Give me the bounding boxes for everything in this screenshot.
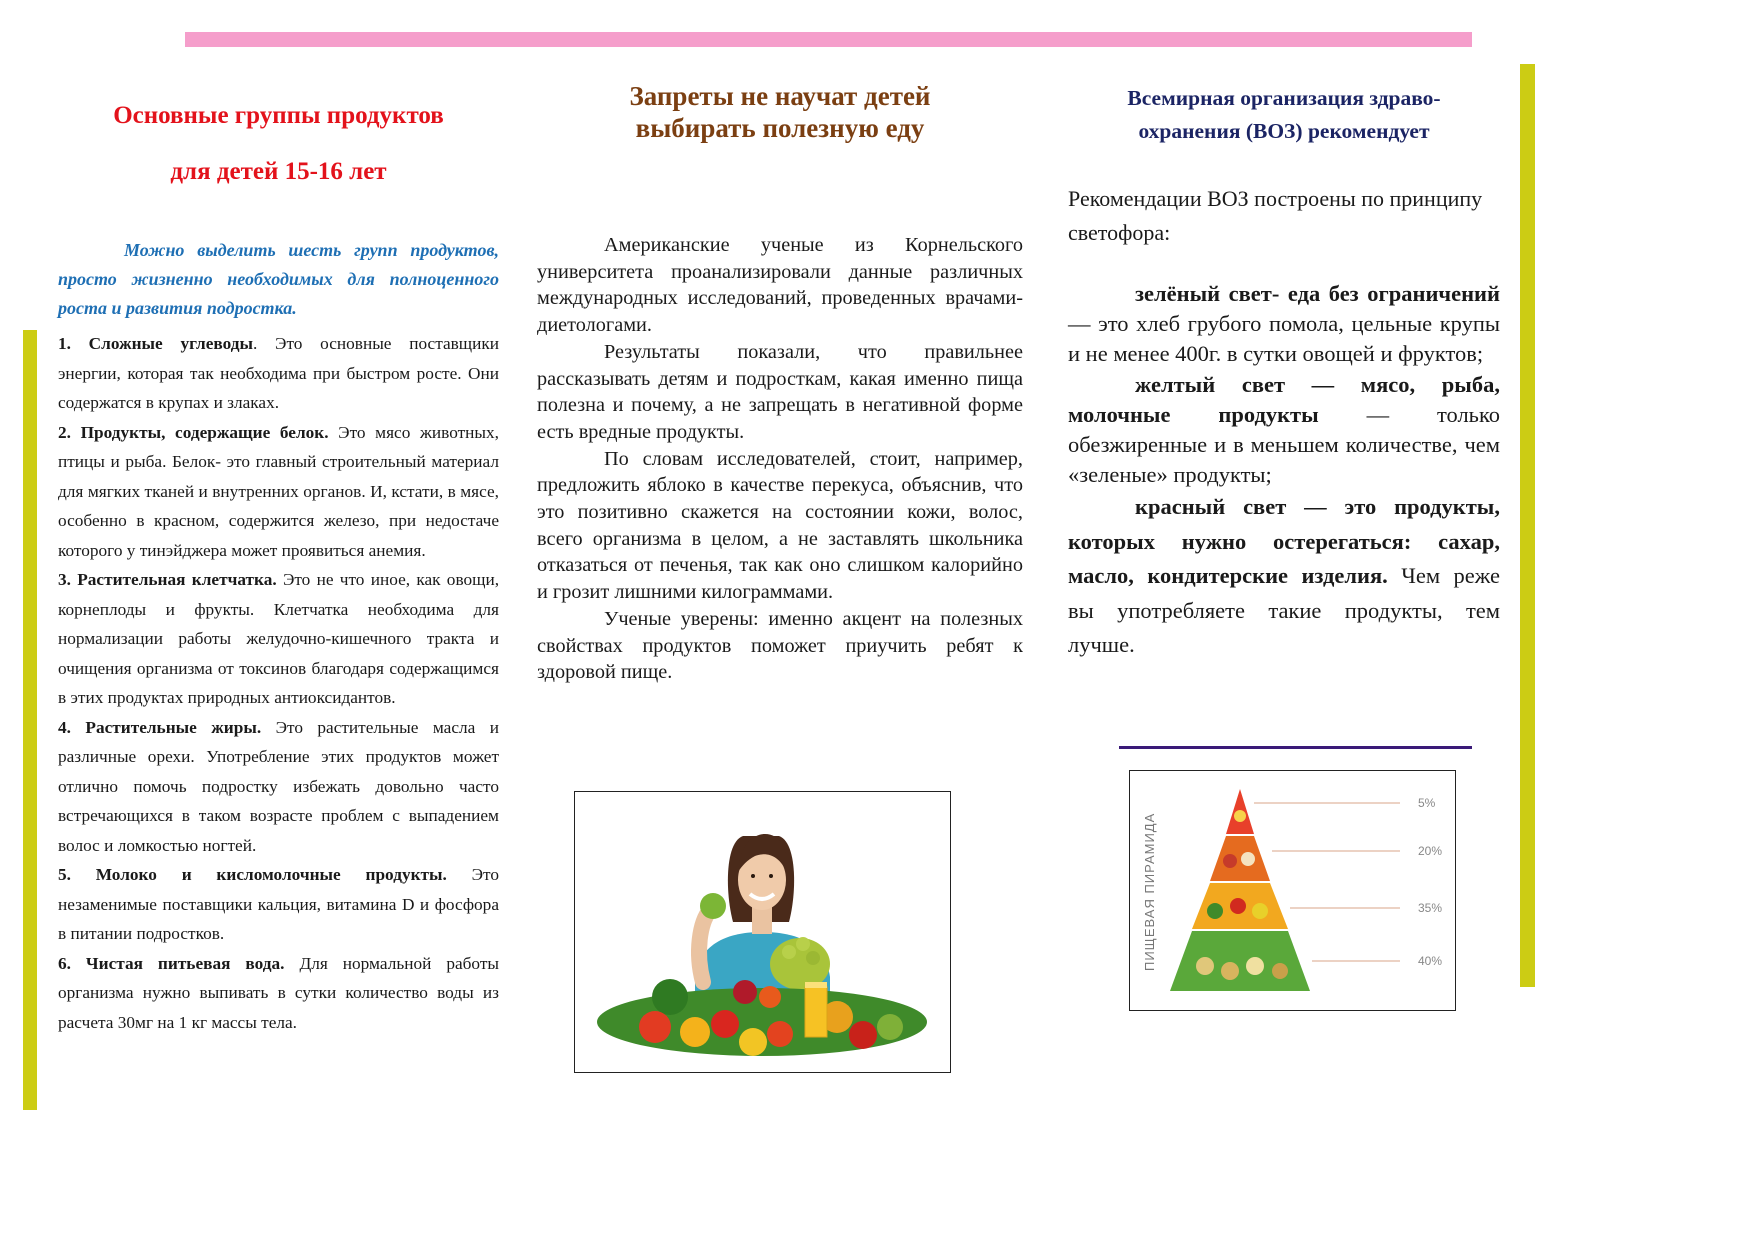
list-item xyxy=(58,329,499,418)
yellow-rule-text: — только обезжиренные и в меньшем количестве, чем «зеленые» продукты; xyxy=(1068,401,1500,488)
middle-title-line1: Запреты не научат детей xyxy=(629,81,931,111)
pyramid-percent-4: 40% xyxy=(1418,954,1443,968)
pyramid-percent-1: 5% xyxy=(1418,796,1436,810)
yellow-rule-heading: желтый свет — мясо, рыба, молочные продукты xyxy=(1068,371,1500,427)
paragraph: Результаты показали, что правильнее рассказывать детям и подросткам, какая именно пища полезна и почему, а не запрещать в негативной форме есть вредные продукты. xyxy=(537,340,1023,443)
item-heading: 2. Продукты, содержащие белок. xyxy=(58,422,329,442)
middle-title-line2: выбирать полезную еду xyxy=(635,113,925,143)
item-text: Для нормальной работы организма нужно выпивать в сутки количество воды из расчета 30мг на 1 кг массы тела. xyxy=(58,953,499,1032)
list-item xyxy=(58,565,499,713)
pyramid-percent-2: 20% xyxy=(1418,844,1443,858)
food-pyramid-image xyxy=(1129,770,1456,1011)
green-rule-heading: зелёный свет- еда без ограничений xyxy=(1135,281,1500,306)
left-olive-bar xyxy=(23,330,37,1110)
list-item xyxy=(58,949,499,1038)
right-title-line1: Всемирная организация здраво- xyxy=(1127,86,1441,110)
middle-title xyxy=(537,80,1023,144)
item-text: Это растительные масла и различные орехи. Употребление этих продуктов может отлично помочь подростку избежать довольно часто встречающихся в таком возрасте проблем с выпадением волос и ломкостью ногтей. xyxy=(58,717,499,855)
left-title xyxy=(58,88,499,200)
green-rule-text: — это хлеб грубого помола, цельные крупы и не менее 400г. в сутки овощей и фруктов; xyxy=(1068,311,1500,367)
right-title xyxy=(1068,82,1500,148)
item-heading: 4. Растительные жиры. xyxy=(58,717,262,737)
right-olive-bar xyxy=(1520,64,1535,987)
item-heading: 6. Чистая питьевая вода. xyxy=(58,953,285,973)
paragraph: Американские ученые из Корнельского университета проанализировали данные различных международных исследований, проведенных врачами-диетологами. xyxy=(537,234,1023,337)
right-title-line2: охранения (ВОЗ) рекомендует xyxy=(1138,119,1430,143)
left-title-line2: для детей 15-16 лет xyxy=(170,158,387,185)
item-heading: 3. Растительная клетчатка. xyxy=(58,570,277,589)
paragraph: По словам исследователей, стоит, например, предложить яблоко в качестве перекуса, объяснив, что это позитивно скажется на состоянии кожи, волос, всего организма в целом, а не заставлять школьника отказаться от печенья, так как оно слишком калорийно и грозит лишними килограммами. xyxy=(537,447,1023,604)
red-rule xyxy=(1068,490,1500,663)
left-title-line1: Основные группы продуктов xyxy=(113,102,444,129)
item-text: Это не что иное, как овощи, корнеплоды и фрукты. Клетчатка необходима для нормализации работы желудочно-кишечного тракта и очищения организма от токсинов благодаря содержащимся в этих продуктах природных антиоксидантов. xyxy=(58,570,500,707)
pyramid-level-2 xyxy=(1210,836,1270,881)
item-heading: 5. Молоко и кисломолочные продукты. xyxy=(58,865,447,884)
green-rule xyxy=(1068,279,1500,370)
red-rule-text: Чем реже вы употребляете такие продукты, тем лучше. xyxy=(1068,563,1500,658)
list-item xyxy=(58,418,499,566)
red-rule-heading: красный свет — это продукты, которых нужно остерегаться: сахар, масло, кондитерские изделия. xyxy=(1068,494,1500,589)
pyramid-side-label: ПИЩЕВАЯ ПИРАМИДА xyxy=(1142,812,1157,971)
pyramid-level-4 xyxy=(1170,931,1310,991)
right-lead: Рекомендации ВОЗ построены по принципу светофора: xyxy=(1068,186,1483,245)
item-text: . Это основные поставщики энергии, которая так необходима при быстром росте. Они содержатся в крупах и злаках. xyxy=(58,334,499,412)
list-item xyxy=(58,713,499,861)
item-text: Это незаменимые поставщики кальция, витамина D и фосфора в питании подростков. xyxy=(58,865,499,943)
girl-with-vegetables-photo xyxy=(574,791,951,1073)
left-intro: Можно выделить шесть групп продуктов, просто жизненно необходимых для полноценного роста и развития подростка. xyxy=(58,240,499,318)
list-item xyxy=(58,860,499,949)
paragraph: Ученые уверены: именно акцент на полезных свойствах продуктов поможет приучить ребят к здоровой пище. xyxy=(537,607,1023,684)
top-pink-bar xyxy=(185,32,1472,47)
item-heading: 1. Сложные углеводы xyxy=(58,334,254,353)
pyramid-percent-3: 35% xyxy=(1418,901,1443,915)
item-text: Это мясо животных, птицы и рыба. Белок- это главный строительный материал для мягких тканей и внутренних органов. И, кстати, в мясе, особенно в красном, содержится железо, при недостаче которого у тинэйджера может проявиться анемия. xyxy=(58,422,499,560)
left-column xyxy=(58,88,499,1037)
yellow-rule xyxy=(1068,370,1500,491)
right-column xyxy=(1068,82,1500,663)
middle-column xyxy=(537,80,1023,686)
purple-divider xyxy=(1119,746,1472,749)
